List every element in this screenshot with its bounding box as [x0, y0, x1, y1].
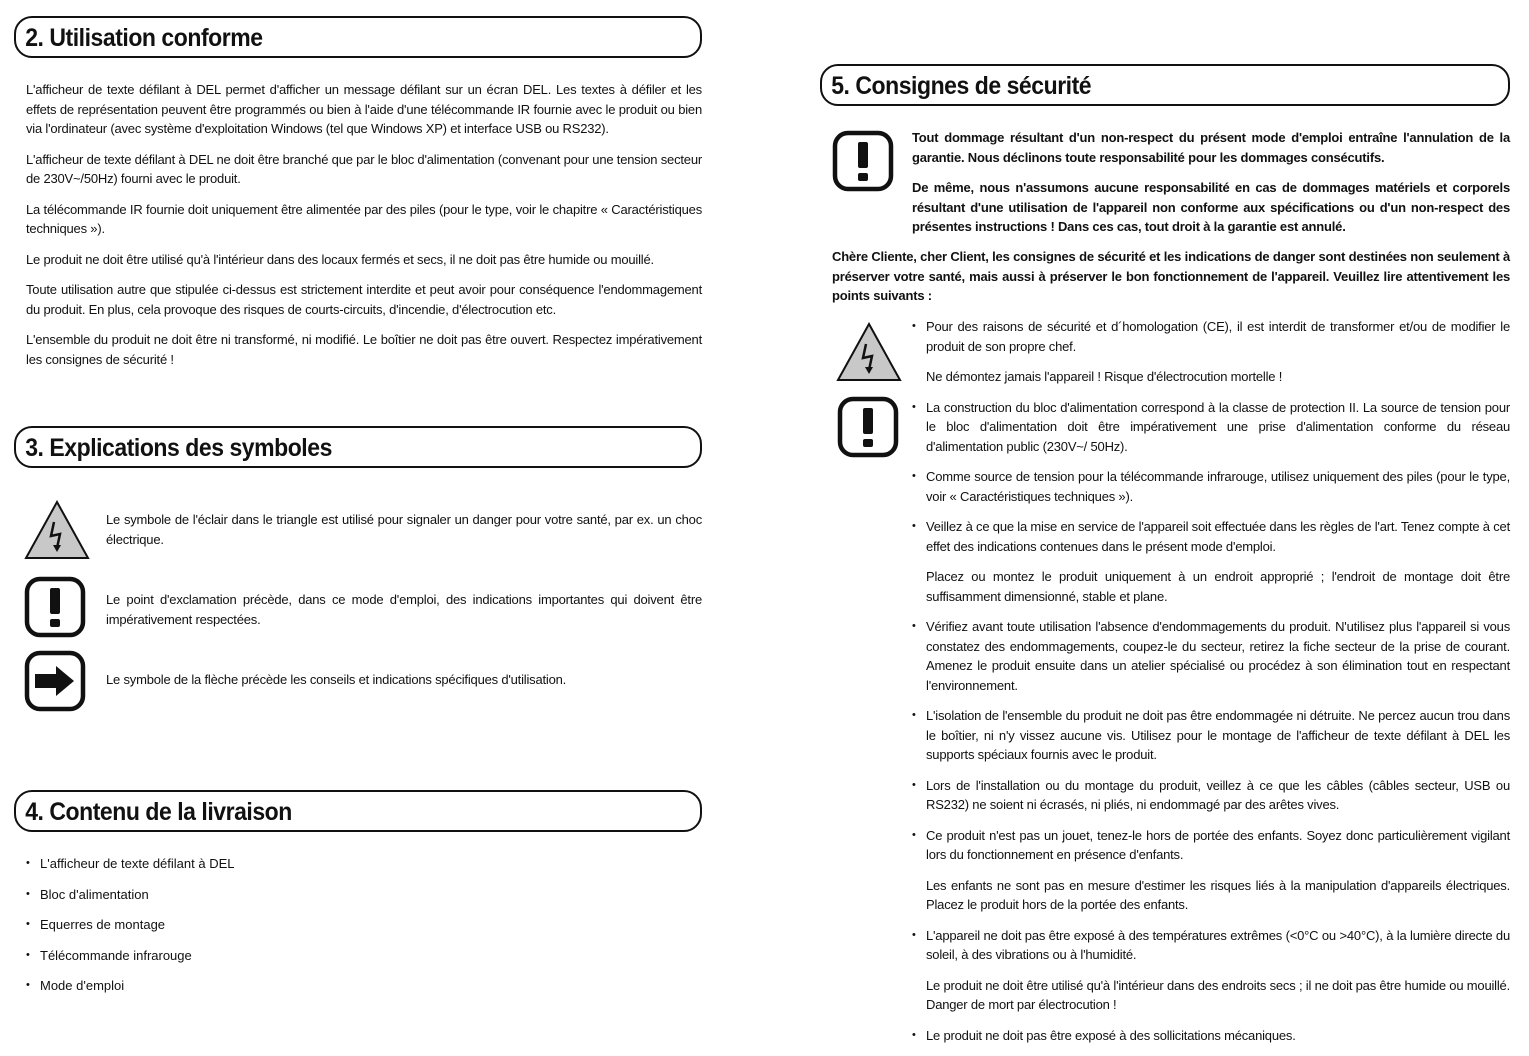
symbol-row-lightning	[14, 500, 702, 562]
safety-instructions-list	[912, 317, 1510, 1056]
warning-block	[912, 128, 1510, 248]
list-item-text: Ne démontez jamais l'appareil ! Risque d'électrocution mortelle !	[926, 369, 1283, 384]
symbol-description: Le point d'exclamation précède, dans ce mode d'emploi, des indications importantes qui doivent être impérativement respectées.	[106, 592, 702, 627]
list-item-text: Le produit ne doit être utilisé qu'à l'intérieur dans des endroits secs ; il ne doit pas être humide ou mouillé. Danger de mort par électrocution !	[926, 977, 1510, 1012]
paragraph: La télécommande IR fournie doit uniquement être alimentée par des piles (pour le type, voir le chapitre « Caractéristiques techniques »).	[26, 201, 702, 236]
list-item-text: • Le produit ne doit pas être exposé à des sollicitations mécaniques.	[926, 1027, 1296, 1043]
list-item-text: • L'isolation de l'ensemble du produit ne doit pas être endommagée ni détruite. Ne percez aucun trou dans le boîtier, ni n'y vissez aucune vis. Utilisez pour le montage de l'afficheur de texte défilant à DEL les supports spéciaux fournis avec le produit.	[926, 708, 1510, 762]
section-2-body	[26, 80, 702, 380]
list-item: • Equerres de montage	[26, 915, 702, 935]
list-item-text: • L'appareil ne doit pas être exposé à des températures extrêmes (<0°C ou >40°C), à la lumière directe du soleil, à des vibrations ou à l'humidité.	[926, 927, 1510, 962]
list-item	[912, 467, 1510, 506]
lightning-triangle-icon	[24, 500, 90, 565]
list-item-text: • Veillez à ce que la mise en service de l'appareil soit effectuée dans les règles de l'art. Tenez compte à cet effet des indications contenues dans le présent mode d'emploi.	[926, 519, 1510, 554]
section-2-heading-box	[14, 16, 702, 58]
list-item	[912, 776, 1510, 815]
list-item	[912, 398, 1510, 457]
list-item-text: Placez ou montez le produit uniquement à un endroit approprié ; l'endroit de montage doit être suffisamment dimensionné, stable et plane.	[926, 569, 1510, 604]
warning-paragraph: Tout dommage résultant d'un non-respect du présent mode d'emploi entraîne l'annulation de la garantie. Nous déclinons toute responsabilité pour les dommages consécutifs.	[912, 130, 1510, 165]
list-item	[912, 517, 1510, 606]
section-4-title: 4. Contenu de la livraison	[25, 798, 292, 826]
lightning-triangle-icon	[836, 322, 902, 387]
list-item	[912, 926, 1510, 1015]
paragraph: Toute utilisation autre que stipulée ci-dessus est strictement interdite et peut avoir pour conséquence l'endommagement du produit. En plus, cela provoque des risques de courts-circuits, d'incendie, d'électrocution etc.	[26, 282, 702, 317]
safety-intro: Chère Cliente, cher Client, les consignes de sécurité et les indications de danger sont destinées non seulement à préserver votre santé, mais aussi à préserver le bon fonctionnement de l'appareil. Veuillez lire attentivement les points suivants :	[832, 249, 1510, 303]
list-item-text: • Lors de l'installation ou du montage du produit, veillez à ce que les câbles (câbles secteur, USB ou RS232) ne soient ni écrasés, ni pliés, ni endommagé par des arêtes vives.	[926, 777, 1510, 812]
arrow-right-icon	[24, 650, 86, 717]
list-item	[912, 706, 1510, 765]
list-item-text: • Pour des raisons de sécurité et d´homologation (CE), il est interdit de transformer et/ou de modifier le produit de son propre chef.	[926, 319, 1510, 354]
list-item-text: • Comme source de tension pour la télécommande infrarouge, utilisez uniquement des piles (pour le type, voir « Caractéristiques techniques »).	[926, 469, 1510, 504]
section-2-title: 2. Utilisation conforme	[25, 24, 263, 52]
paragraph: L'ensemble du produit ne doit être ni transformé, ni modifié. Le boîtier ne doit pas être ouvert. Respectez impérativement les consignes de sécurité !	[26, 332, 702, 367]
list-item	[912, 317, 1510, 387]
symbol-row-arrow	[14, 650, 702, 712]
list-item-text: • Vérifiez avant toute utilisation l'absence d'endommagements du produit. N'utilisez plus l'appareil si vous constatez des endommagements, coupez-le du secteur, retirez la fiche secteur de la prise de courant. Amenez le produit ensuite dans un atelier spécialisé ou procédez à son élimination tout en respectant l'environnement.	[926, 619, 1510, 693]
exclamation-icon	[24, 576, 86, 643]
list-item	[912, 826, 1510, 915]
list-item-text: • Ce produit n'est pas un jouet, tenez-le hors de portée des enfants. Soyez donc particulièrement vigilant lors du fonctionnement en présence d'enfants.	[926, 827, 1510, 862]
section-5-title: 5. Consignes de sécurité	[831, 72, 1092, 100]
exclamation-icon	[837, 396, 899, 463]
symbol-row-exclamation	[14, 576, 702, 638]
list-item	[912, 1026, 1510, 1046]
section-3-title: 3. Explications des symboles	[25, 434, 332, 462]
list-item: • Mode d'emploi	[26, 976, 702, 996]
list-item: • L'afficheur de texte défilant à DEL	[26, 854, 702, 874]
symbol-description: Le symbole de l'éclair dans le triangle est utilisé pour signaler un danger pour votre santé, par ex. un choc électrique.	[106, 512, 702, 547]
exclamation-icon	[832, 130, 894, 197]
list-item	[912, 617, 1510, 695]
list-item: • Télécommande infrarouge	[26, 946, 702, 966]
symbol-description: Le symbole de la flèche précède les conseils et indications spécifiques d'utilisation.	[106, 672, 567, 687]
paragraph: L'afficheur de texte défilant à DEL ne doit être branché que par le bloc d'alimentation (convenant pour une tension secteur de 230V~/50Hz) fourni avec le produit.	[26, 151, 702, 186]
paragraph: L'afficheur de texte défilant à DEL permet d'afficher un message défilant sur un écran DEL. Les textes à défiler et les effets de représentation peuvent être programmés ou bien à l'aide d'une télécommande IR fournie avec le produit ou bien via l'ordinateur (avec système d'exploitation Windows (tel que Windows XP) et interface USB ou RS232).	[26, 82, 702, 136]
list-item-text: Les enfants ne sont pas en mesure d'estimer les risques liés à la manipulation d'appareils électriques. Placez le produit hors de la portée des enfants.	[926, 877, 1510, 912]
section-3-heading-box	[14, 426, 702, 468]
warning-paragraph: De même, nous n'assumons aucune responsabilité en cas de dommages matériels et corporels résultant d'une utilisation de l'appareil non conforme aux spécifications ou d'un non-respect des présentes instructions ! Dans ces cas, tout droit à la garantie est annulé.	[912, 180, 1510, 234]
section-4-heading-box	[14, 790, 702, 832]
section-5-heading-box	[820, 64, 1510, 106]
list-item-text: • La construction du bloc d'alimentation correspond à la classe de protection II. La source de tension pour le bloc d'alimentation doit être impérativement une prise d'alimentation conforme du réseau d'alimentation public (230V~/ 50Hz).	[926, 399, 1510, 454]
list-item: • Bloc d'alimentation	[26, 885, 702, 905]
delivery-contents-list	[26, 854, 702, 1007]
paragraph: Le produit ne doit être utilisé qu'à l'intérieur dans des locaux fermés et secs, il ne doit pas être humide ou mouillé.	[26, 251, 654, 267]
